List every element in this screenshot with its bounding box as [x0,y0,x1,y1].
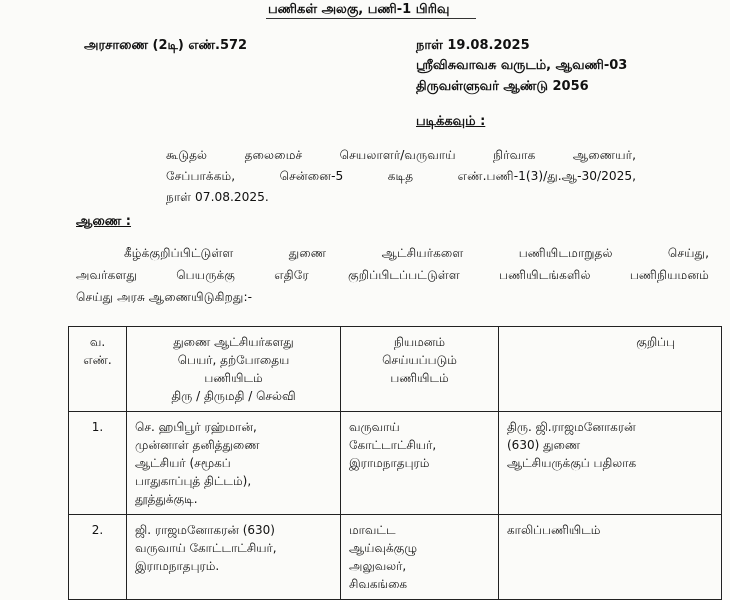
header-name [127,327,341,412]
row-name-line: ஆட்சியர் (சமூகப் [135,456,231,470]
order-heading: ஆணை : [76,214,132,229]
row-remarks-line: காலிப்பணியிடம் [507,523,601,537]
row-posting-line: மாவட்ட [349,523,396,537]
row-posting-line: வருவாய் [349,420,400,434]
header-sno [69,327,127,412]
row-name-line: செ. ஹபிபூர் ரஹ்மான், [135,420,257,434]
row-name-line: தூத்துக்குடி. [135,492,198,506]
thiruvalluvar-year: திருவள்ளுவர் ஆண்டு 2056 [416,79,589,94]
header-posting-line: பணியிடம் [390,371,449,385]
row-name-line: பாதுகாப்புத் திட்டம்), [135,474,252,488]
row-posting-line: இராமநாதபுரம் [349,456,430,470]
tamil-year-date: ஸ்ரீவிசுவாவசு வருடம், ஆவணி-03 [416,58,628,73]
row-posting [341,515,499,600]
section-title: பணிகள் அலகு, பணி-1 பிரிவு [268,2,450,17]
table-row [69,515,722,600]
row-remarks-line: (630) துணை [507,438,581,452]
read-heading: படிக்கவும் : [416,114,486,129]
read-line-2: சேப்பாக்கம், சென்னை-5 கடித எண்.பணி-1(3)/து.ஆ-30/2025, [166,169,636,183]
row-name [127,412,341,515]
header-remarks [499,327,722,412]
header-name-line: திரு / திருமதி / செல்வி [171,389,296,403]
order-text-line-2: அவர்களது பெயருக்கு எதிரே குறிப்பிடப்பட்டுள்ள பணியிடங்களில் பணிநியமனம் [76,268,709,282]
order-text-line-1: கீழ்க்குறிப்பிட்டுள்ள துணை ஆட்சியர்களை பணியிடமாறுதல் செய்து, [124,246,709,260]
row-name [127,515,341,600]
row-name-line: இராமநாதபுரம். [135,559,220,573]
row-posting-line: கோட்டாட்சியர், [349,438,437,452]
header-name-line: பணியிடம் [204,371,263,385]
row-posting-line: சிவகங்கை [349,577,408,591]
posting-table [68,326,722,600]
row-sno: 2. [69,515,127,600]
header-sno-line: எண். [83,353,112,367]
header-posting-line: செய்யப்படும் [382,353,457,367]
table-header-row [69,327,722,412]
row-remarks-line: ஆட்சியருக்குப் பதிலாக [507,456,637,470]
read-line-1: கூடுதல் தலைமைச் செயலாளர்/வருவாய் நிர்வாக ஆணையர், [166,148,636,162]
header-posting [341,327,499,412]
row-name-line: ஜி. ராஜமனோகரன் (630) [135,523,275,537]
row-remarks [499,412,722,515]
order-number: அரசாணை (2டி) எண்.572 [84,38,248,53]
header-name-line: துணை ஆட்சியர்களது [173,335,294,349]
row-remarks-line: திரு. ஜி.ராஜமனோகரன் [507,420,636,434]
header-remarks-line: குறிப்பு [636,335,675,349]
row-name-line: வருவாய் கோட்டாட்சியர், [135,541,277,555]
row-posting-line: ஆய்வுக்குழு [349,541,418,555]
row-posting [341,412,499,515]
row-posting-line: அலுவலர், [349,559,407,573]
table-row [69,412,722,515]
row-remarks [499,515,722,600]
row-name-line: முன்னாள் தனித்துணை [135,438,260,452]
header-posting-line: நியமனம் [393,335,446,349]
order-text-line-3: செய்து அரசு ஆணையிடுகிறது:- [76,290,252,304]
read-line-3: நாள் 07.08.2025. [166,190,269,204]
header-name-line: பெயர், தற்போதைய [177,353,290,367]
header-sno-line: வ. [89,335,106,349]
title-underline [266,18,476,19]
row-sno: 1. [69,412,127,515]
order-date: நாள் 19.08.2025 [416,38,530,53]
